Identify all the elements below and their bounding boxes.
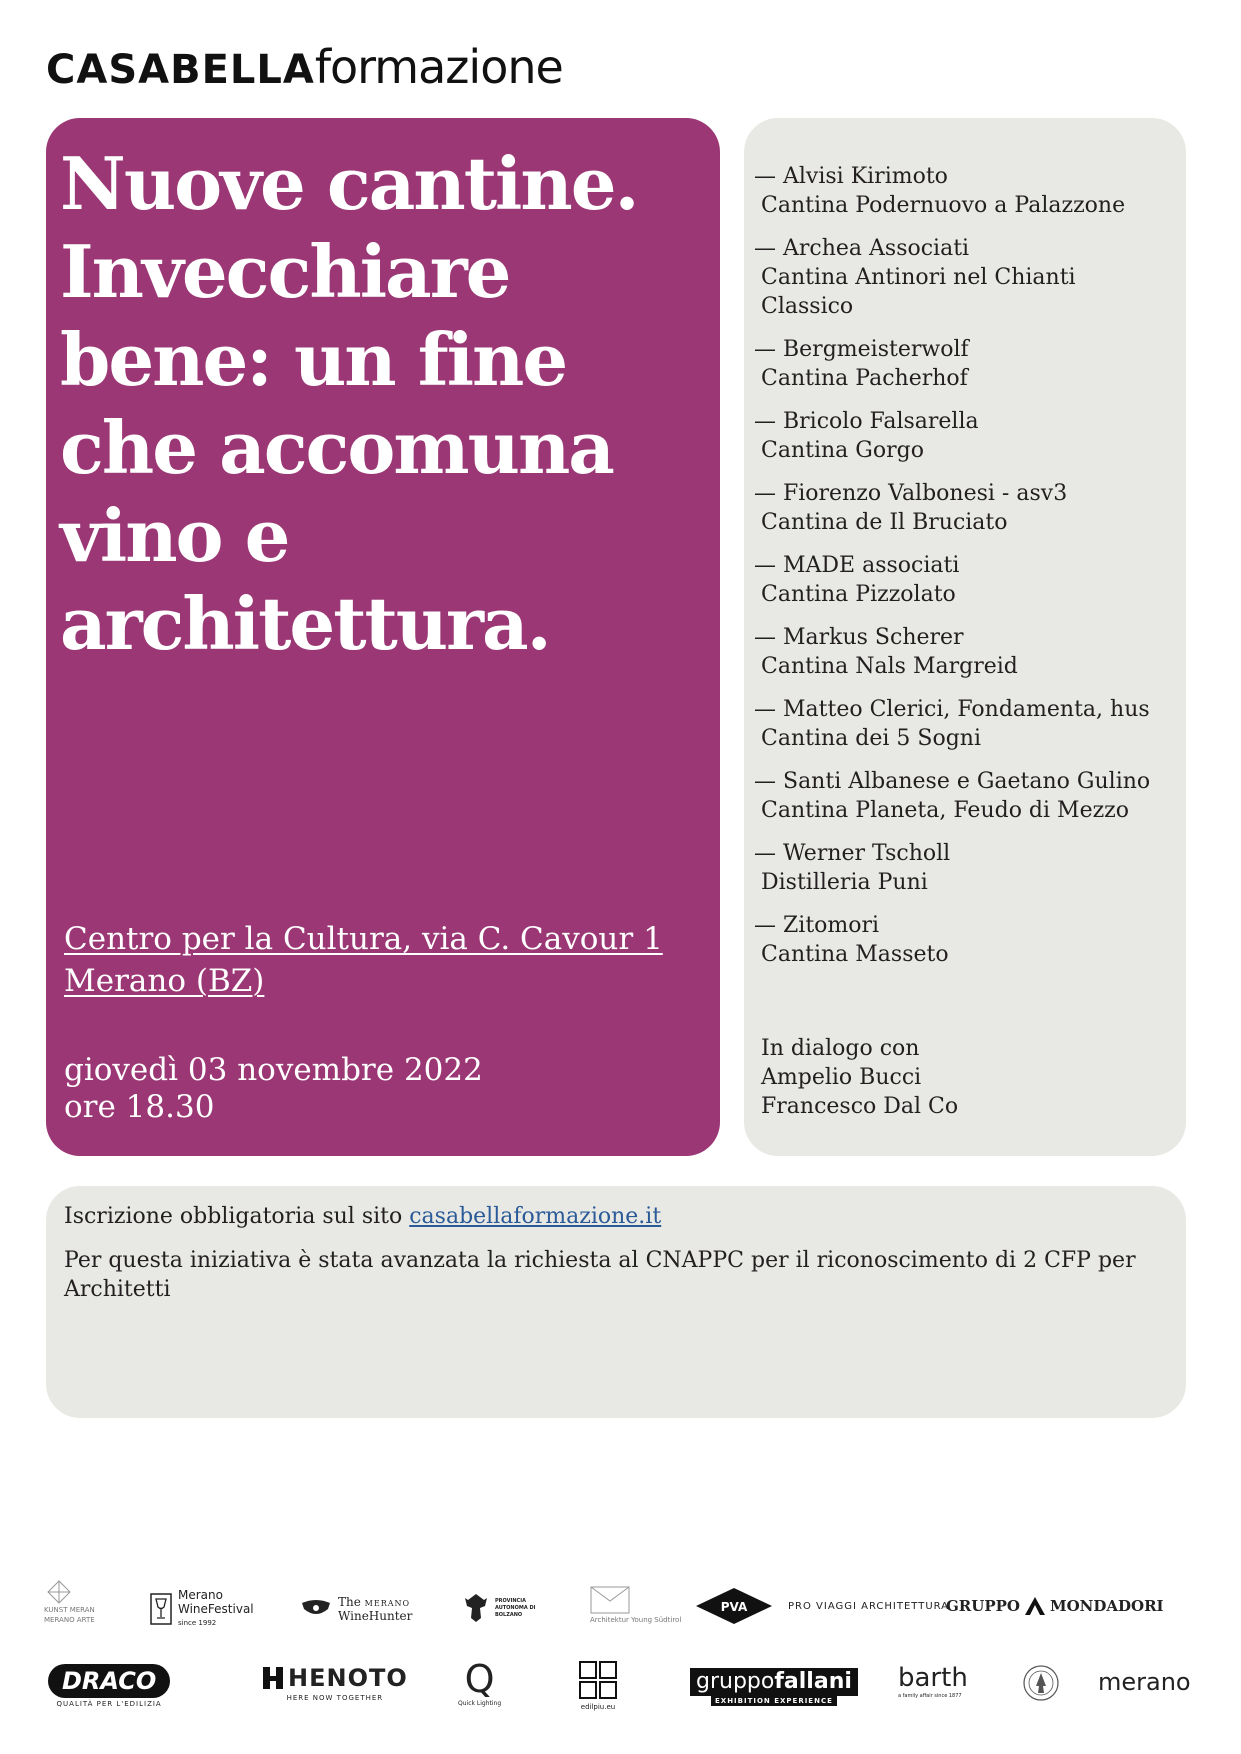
- title-line: bene: un fine: [60, 317, 567, 402]
- quick-mark: Q: [464, 1657, 495, 1701]
- henoto-tagline: HERE NOW TOGETHER: [286, 1694, 384, 1702]
- sponsor-kunst-meran: [44, 1580, 104, 1630]
- speaker-project: Cantina Pizzolato: [761, 582, 956, 607]
- speaker-entry: [754, 479, 1184, 537]
- speaker-entry: [754, 695, 1184, 753]
- speaker-project: Cantina Planeta, Feudo di Mezzo: [761, 798, 1130, 823]
- speakers-list: [754, 162, 1184, 983]
- speaker-entry: [754, 335, 1184, 393]
- wine-festival-since: since 1992: [178, 1619, 217, 1627]
- speaker-entry: [754, 162, 1184, 220]
- sponsor-henoto: [262, 1664, 408, 1702]
- dialogue-name: Francesco Dal Co: [761, 1094, 959, 1119]
- speaker-architect: — Bricolo Falsarella: [754, 409, 979, 434]
- event-title: [60, 140, 710, 668]
- speaker-architect: — Markus Scherer: [754, 625, 964, 650]
- dialogue-name: Ampelio Bucci: [761, 1065, 922, 1090]
- venue-city[interactable]: Merano (BZ): [64, 963, 265, 999]
- wine-hunter-name: WineHunter: [338, 1609, 413, 1623]
- eagle-crest-icon: [463, 1592, 489, 1624]
- speaker-project: Distilleria Puni: [761, 870, 928, 895]
- speaker-project: Cantina de Il Bruciato: [761, 510, 1008, 535]
- kunst-meran-sub: MERANO ARTE: [44, 1616, 95, 1624]
- registration-prefix: Iscrizione obbligatoria sul sito: [64, 1204, 410, 1229]
- speaker-project: Cantina Gorgo: [761, 438, 924, 463]
- draco-tagline: QUALITÀ PER L'EDILIZIA: [56, 1700, 162, 1708]
- speaker-architect: — Matteo Clerici, Fondamenta, hus: [754, 697, 1150, 722]
- speaker-entry: [754, 767, 1184, 825]
- sponsor-wine-festival: [150, 1588, 254, 1630]
- event-time: ore 18.30: [64, 1089, 215, 1125]
- registration-line: [64, 1202, 661, 1232]
- speaker-entry: [754, 911, 1184, 969]
- speaker-architect: — Werner Tscholl: [754, 841, 951, 866]
- speaker-project: Cantina Masseto: [761, 942, 949, 967]
- provincia-text: PROVINCIA AUTONOMA DI BOLZANO: [495, 1597, 536, 1618]
- wine-festival-line1: Merano: [178, 1588, 223, 1602]
- sponsor-quick-lighting: [458, 1657, 502, 1707]
- speaker-architect: — Bergmeisterwolf: [754, 337, 969, 362]
- sponsor-draco: [48, 1664, 170, 1708]
- title-line: Invecchiare: [60, 229, 510, 314]
- quick-name: Quick Lighting: [458, 1700, 502, 1707]
- logo-light: formazione: [314, 40, 563, 94]
- sponsor-mondadori: [946, 1596, 1164, 1616]
- speaker-architect: — Fiorenzo Valbonesi - asv3: [754, 481, 1068, 506]
- envelope-icon: [590, 1586, 630, 1614]
- sponsor-wine-hunter: [300, 1596, 412, 1623]
- sponsor-seal: [1022, 1664, 1060, 1702]
- sponsor-provincia: [463, 1592, 555, 1624]
- speaker-project: Cantina Nals Margreid: [761, 654, 1018, 679]
- speaker-project: Cantina Pacherhof: [761, 366, 968, 391]
- pva-mark: PVA: [720, 1600, 748, 1614]
- kunst-meran-icon: [44, 1580, 74, 1604]
- pva-diamond-icon: [694, 1586, 774, 1626]
- pva-text: PRO VIAGGI ARCHITETTURA: [788, 1600, 950, 1612]
- mondadori-left: GRUPPO: [946, 1597, 1020, 1615]
- event-panel: [46, 118, 720, 1156]
- speaker-project: Cantina Antinori nel Chianti Classico: [761, 265, 1076, 319]
- speaker-entry: [754, 551, 1184, 609]
- speaker-architect: — Santi Albanese e Gaetano Gulino: [754, 769, 1151, 794]
- sponsor-edilpiu: [578, 1660, 618, 1711]
- fallani-bold: fallani: [774, 1669, 852, 1694]
- seal-icon: [1022, 1664, 1060, 1702]
- wine-glass-icon: [150, 1593, 172, 1625]
- speaker-architect: — Zitomori: [754, 913, 880, 938]
- speakers-panel: [744, 118, 1186, 1156]
- henoto-name: HENOTO: [288, 1664, 408, 1692]
- cfp-note: Per questa iniziativa è stata avanzata la richiesta al CNAPPC per il riconoscimento di 2 CFP per Architetti: [64, 1248, 1136, 1302]
- registration-panel: [46, 1186, 1186, 1418]
- edilpiu-grid-icon: [578, 1660, 618, 1700]
- mondadori-right: MONDADORI: [1049, 1597, 1164, 1615]
- sponsor-merano: [1098, 1668, 1191, 1696]
- title-line: architettura.: [60, 581, 550, 666]
- event-date: giovedì 03 novembre 2022: [64, 1052, 483, 1088]
- event-datetime: [64, 1052, 483, 1126]
- fallani-tagline: EXHIBITION EXPERIENCE: [711, 1696, 837, 1706]
- speaker-entry: [754, 623, 1184, 681]
- logo-caps: CASABELLA: [46, 47, 315, 93]
- registration-link[interactable]: casabellaformazione.it: [409, 1204, 662, 1229]
- draco-name: DRACO: [48, 1664, 170, 1698]
- edilpiu-name: edilpiu.eu: [580, 1703, 616, 1711]
- mondadori-rose-icon: [1024, 1596, 1046, 1616]
- speaker-entry: [754, 234, 1184, 321]
- title-line: che accomuna: [60, 405, 613, 490]
- venue-link[interactable]: [64, 918, 663, 1002]
- wine-hunter-the: The: [338, 1595, 361, 1609]
- speaker-entry: [754, 839, 1184, 897]
- wine-festival-line2: WineFestival: [178, 1602, 254, 1616]
- barth-name: barth: [898, 1663, 968, 1693]
- sponsor-fallani: [690, 1668, 858, 1706]
- dialogue-block: [761, 1034, 958, 1121]
- title-line: Nuove cantine.: [60, 141, 638, 226]
- barth-tagline: a family affair since 1877: [898, 1693, 962, 1699]
- merano-name: merano: [1098, 1668, 1191, 1696]
- sponsor-barth: [898, 1664, 968, 1699]
- venue-address[interactable]: Centro per la Cultura, via C. Cavour 1: [64, 921, 663, 957]
- henoto-icon: [262, 1666, 284, 1690]
- casabella-formazione-logo: [46, 40, 563, 92]
- speaker-architect: — Alvisi Kirimoto: [754, 164, 948, 189]
- title-line: vino e: [60, 493, 289, 578]
- speaker-entry: [754, 407, 1184, 465]
- wine-hunter-icon: [300, 1599, 332, 1621]
- speaker-project: Cantina dei 5 Sogni: [761, 726, 981, 751]
- dialogue-intro: In dialogo con: [761, 1036, 920, 1061]
- wine-hunter-merano: MERANO: [364, 1599, 411, 1608]
- kunst-meran-name: KUNST MERAN: [44, 1606, 95, 1614]
- sponsor-archit-young: [590, 1586, 681, 1624]
- fallani-light: gruppo: [696, 1669, 775, 1694]
- speaker-project: Cantina Podernuovo a Palazzone: [761, 193, 1126, 218]
- sponsor-pva: [694, 1586, 949, 1626]
- speaker-architect: — MADE associati: [754, 553, 960, 578]
- speaker-architect: — Archea Associati: [754, 236, 970, 261]
- archit-young-text: Architektur Young Südtirol: [590, 1616, 682, 1624]
